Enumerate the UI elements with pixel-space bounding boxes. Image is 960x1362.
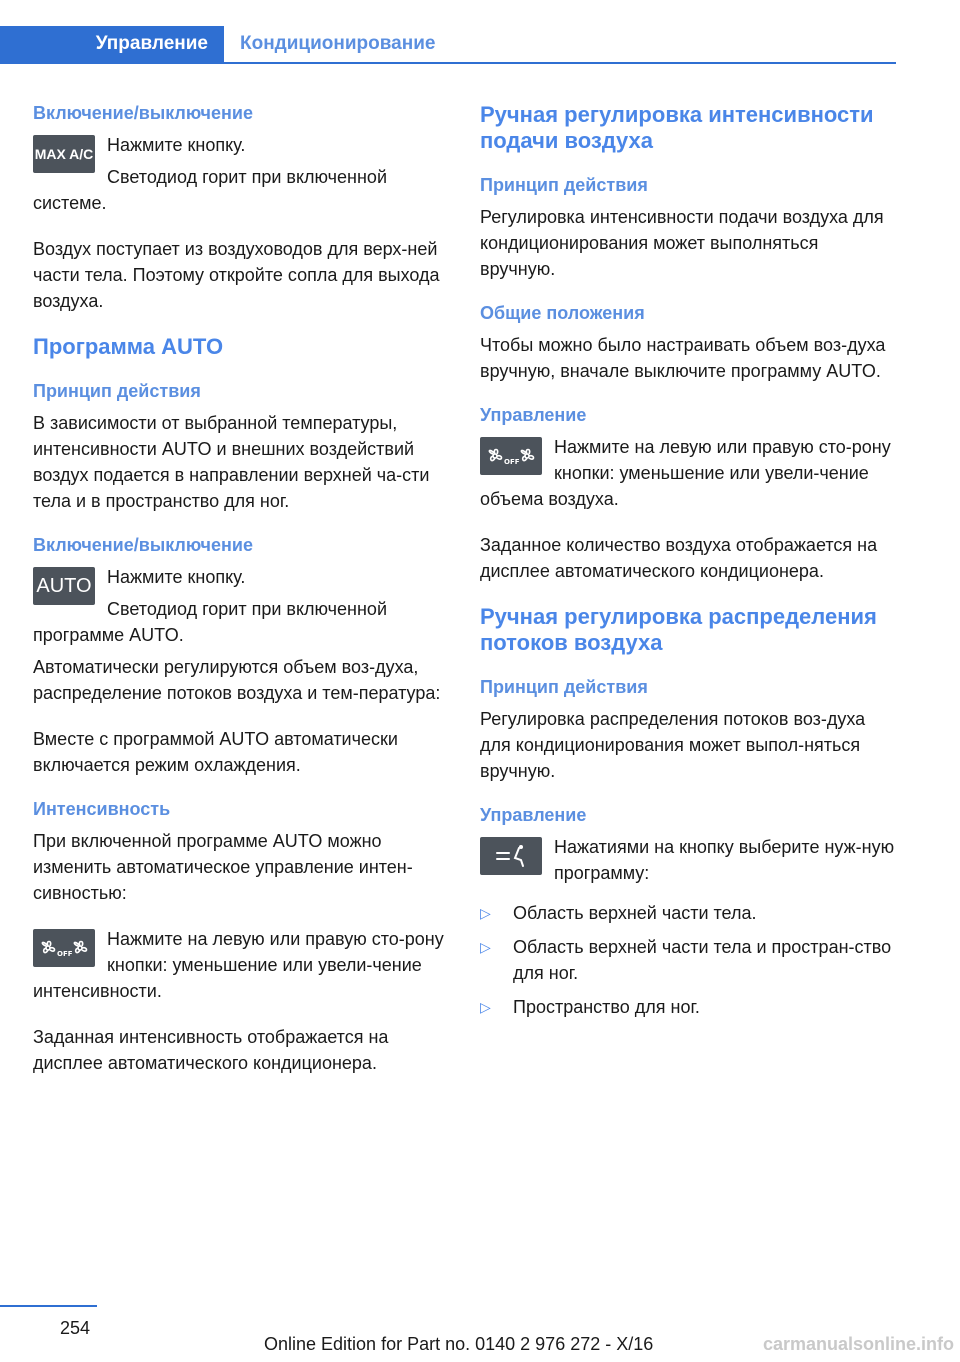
left-column xyxy=(33,102,449,1096)
auto-led-text: Светодиод горит при включенной программе AUTO. xyxy=(33,599,387,645)
manual-distribution-heading: Ручная регулировка распределения потоков воздуха xyxy=(480,604,877,655)
intensity-text: При включенной программе AUTO можно изменить автоматическое управление интен-сивностью: xyxy=(33,831,413,903)
right-column xyxy=(480,102,896,1028)
intensity-block xyxy=(33,926,449,1004)
edition-footer: Online Edition for Part no. 0140 2 976 272 - X/16 xyxy=(264,1334,654,1354)
maxac-onoff-heading: Включение/выключение xyxy=(33,103,253,123)
auto-block xyxy=(33,564,449,654)
auto-cooling-text: Вместе с программой AUTO автоматически включается режим охлаждения. xyxy=(33,729,398,775)
volume-display-text: Заданное количество воздуха отображается на дисплее автоматического кондиционера. xyxy=(480,535,878,581)
auto-principle-heading: Принцип действия xyxy=(33,381,201,401)
triangle-bullet-icon: ▷ xyxy=(480,905,491,921)
auto-principle-text: В зависимости от выбранной температуры, интенсивности AUTO и внешних воздействий воздух подается в направлении верхней ча-сти тела и в пространство для ног. xyxy=(33,413,430,511)
auto-press-text: Нажмите кнопку. xyxy=(107,567,246,587)
header-tab-air-conditioning[interactable]: Кондиционирование xyxy=(240,33,436,54)
header-tab-control[interactable]: Управление xyxy=(0,26,224,62)
svg-text:OFF: OFF xyxy=(57,950,73,958)
control-heading: Управление xyxy=(480,405,587,425)
distribution-principle-text: Регулировка распределения потоков воз-духа для кондиционирования может выпол-няться вручную. xyxy=(480,709,866,781)
manual-volume-principle-heading: Принцип действия xyxy=(480,175,648,195)
distribution-options-list xyxy=(480,900,896,1020)
watermark: carmanualsonline.info xyxy=(762,1334,954,1354)
svg-text:OFF: OFF xyxy=(504,458,520,466)
auto-regulate-text: Автоматически регулируются объем воз-духа, распределение потоков воздуха и тем-пература: xyxy=(33,657,441,703)
air-distribution-button-icon xyxy=(480,837,542,875)
volume-control-block xyxy=(480,434,896,512)
page-header xyxy=(0,26,896,64)
auto-program-heading: Программа AUTO xyxy=(33,334,224,359)
list-item: ▷ Пространство для ног. xyxy=(480,994,896,1020)
maxac-led-text: Светодиод горит при включенной системе. xyxy=(33,167,387,213)
list-item: ▷ Область верхней части тела и простран-ство для ног. xyxy=(480,934,896,986)
intensity-press-text: Нажмите на левую или правую сто-рону кнопки: уменьшение или увели-чение интенсивности. xyxy=(33,929,444,1001)
list-item: ▷ Область верхней части тела. xyxy=(480,900,896,926)
intensity-display-text: Заданная интенсивность отображается на дисплее автоматического кондиционера. xyxy=(33,1027,389,1073)
distribution-control-heading: Управление xyxy=(480,805,587,825)
maxac-block xyxy=(33,132,449,236)
fan-volume-button-icon xyxy=(480,437,542,475)
distribution-principle-heading: Принцип действия xyxy=(480,677,648,697)
general-text: Чтобы можно было настраивать объем воз-духа вручную, вначале выключите программу AUTO. xyxy=(480,335,886,381)
triangle-bullet-icon: ▷ xyxy=(480,939,491,955)
manual-volume-principle-text: Регулировка интенсивности подачи воздуха для кондиционирования может выполняться вручную. xyxy=(480,207,884,279)
triangle-bullet-icon: ▷ xyxy=(480,999,491,1015)
page-number-rule xyxy=(0,1305,97,1307)
general-heading: Общие положения xyxy=(480,303,645,323)
maxac-press-text: Нажмите кнопку. xyxy=(107,135,246,155)
auto-button-icon: AUTO xyxy=(33,567,95,605)
distribution-control-block xyxy=(480,834,896,886)
intensity-heading: Интенсивность xyxy=(33,799,171,819)
max-ac-button-icon: MAX A/C xyxy=(33,135,95,173)
auto-onoff-heading: Включение/выключение xyxy=(33,535,253,555)
distribution-press-text: Нажатиями на кнопку выберите нуж-ную программу: xyxy=(554,837,895,883)
fan-intensity-button-icon xyxy=(33,929,95,967)
volume-press-text: Нажмите на левую или правую сто-рону кнопки: уменьшение или увели-чение объема воздуха. xyxy=(480,437,891,509)
page-number: 254 xyxy=(60,1318,91,1338)
manual-volume-heading: Ручная регулировка интенсивности подачи воздуха xyxy=(480,102,874,153)
air-vents-text: Воздух поступает из воздуховодов для верх-ней части тела. Поэтому откройте сопла для выхода воздуха. xyxy=(33,239,440,311)
